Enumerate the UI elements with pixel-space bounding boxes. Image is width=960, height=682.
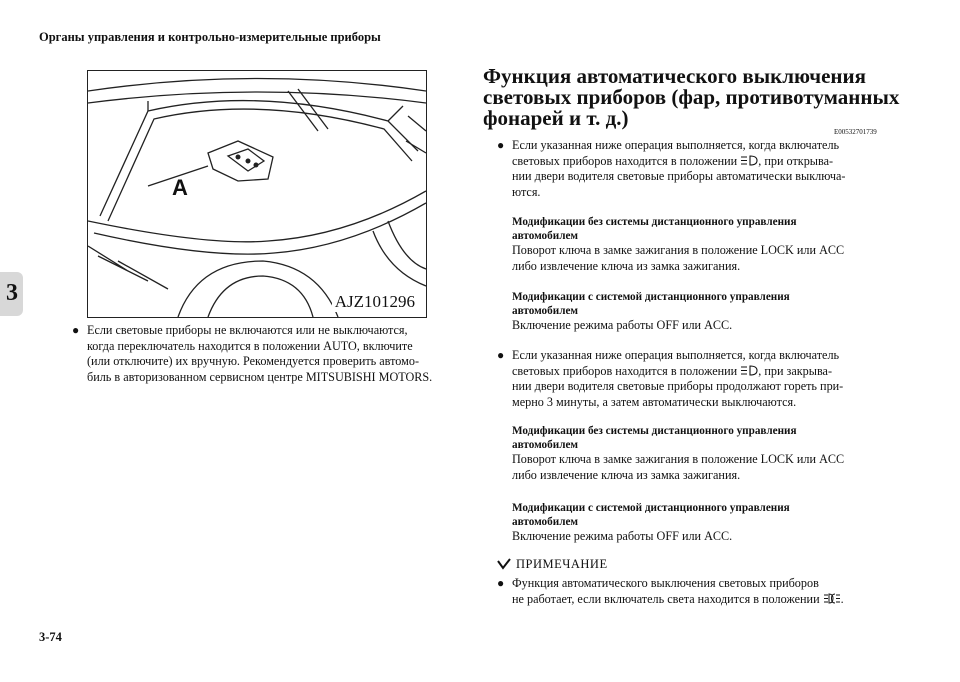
text-line: Если световые приборы не включаются или не выключаются,	[87, 323, 408, 337]
text-line: либо извлечение ключа из замка зажигания.	[512, 258, 741, 273]
chapter-tab	[0, 272, 23, 316]
text-line: Если указанная ниже операция выполняется, когда включатель	[512, 348, 840, 362]
section-header: Органы управления и контрольно-измерительные приборы	[39, 30, 381, 44]
text-line: биль в авторизованном сервисном центре MITSUBISHI MOTORS.	[87, 369, 433, 384]
text-line: когда переключатель находится в положении AUTO, включите	[87, 338, 413, 353]
text-line: мерно 3 минуты, а затем автоматически выключаются.	[512, 394, 797, 409]
heading-line: автомобилем	[512, 516, 579, 528]
text-line: ются.	[512, 184, 541, 199]
text-line: (или отключите) их вручную. Рекомендуется проверить автомо-	[87, 354, 420, 369]
heading-line: автомобилем	[512, 230, 579, 242]
windshield-illustration	[87, 70, 427, 318]
note-bullet-item	[497, 576, 897, 607]
block-heading	[512, 424, 892, 452]
fog-light-icon	[823, 593, 841, 604]
text-line: Поворот ключа в замке зажигания в положение LOCK или ACC	[512, 452, 845, 466]
note-icon	[497, 558, 511, 572]
text-line: Включение режима работы OFF или ACC.	[512, 318, 733, 332]
page-number: 3-74	[39, 630, 62, 644]
title-line: Функция автоматического выключения	[483, 64, 866, 88]
title-line: световых приборов (фар, противотуманных	[483, 85, 900, 109]
windshield-drawing	[88, 71, 426, 317]
title-line: фонарей и т. д.)	[483, 106, 629, 130]
heading-line: Модификации без системы дистанционного управления	[512, 425, 797, 437]
figure-code: AJZ101296	[332, 292, 418, 312]
heading-line: Модификации с системой дистанционного управления	[512, 291, 790, 303]
left-bullet-item	[72, 323, 462, 385]
document-code: E00532701739	[834, 128, 877, 136]
heading-line: Модификации с системой дистанционного управления	[512, 502, 790, 514]
block-heading	[512, 290, 892, 318]
headlight-icon	[740, 365, 758, 376]
text-line: не работает, если включатель света находится в положении .	[512, 591, 844, 606]
text-line: световых приборов находится в положении , при закрыва-	[512, 363, 833, 378]
right-bullet-item-2	[497, 348, 897, 410]
heading-line: Модификации без системы дистанционного управления	[512, 216, 797, 228]
headlight-icon	[740, 155, 758, 166]
block-text	[512, 452, 902, 483]
note-label: ПРИМЕЧАНИЕ	[516, 557, 608, 571]
bullet-icon: ●	[497, 138, 505, 152]
block-heading	[512, 215, 892, 243]
block-text	[512, 529, 902, 545]
text-line: нии двери водителя световые приборы продолжают гореть при-	[512, 379, 844, 394]
text-line: либо извлечение ключа из замка зажигания.	[512, 467, 741, 482]
text-line: Включение режима работы OFF или ACC.	[512, 529, 733, 543]
right-bullet-item-1	[497, 138, 897, 200]
text-line: Поворот ключа в замке зажигания в положение LOCK или ACC	[512, 243, 845, 257]
bullet-icon: ●	[72, 323, 80, 337]
bullet-icon: ●	[497, 576, 505, 590]
callout-label-a: A	[172, 175, 188, 200]
heading-line: автомобилем	[512, 305, 579, 317]
text-line: Если указанная ниже операция выполняется, когда включатель	[512, 138, 840, 152]
text-line: световых приборов находится в положении , при открыва-	[512, 153, 834, 168]
text-line: нии двери водителя световые приборы автоматически выключа-	[512, 169, 846, 184]
block-text	[512, 318, 902, 334]
chapter-number: 3	[6, 280, 18, 306]
block-text	[512, 243, 902, 274]
text-line: Функция автоматического выключения световых приборов	[512, 576, 819, 590]
bullet-icon: ●	[497, 348, 505, 362]
block-heading	[512, 501, 892, 529]
section-title	[483, 66, 903, 129]
heading-line: автомобилем	[512, 439, 579, 451]
